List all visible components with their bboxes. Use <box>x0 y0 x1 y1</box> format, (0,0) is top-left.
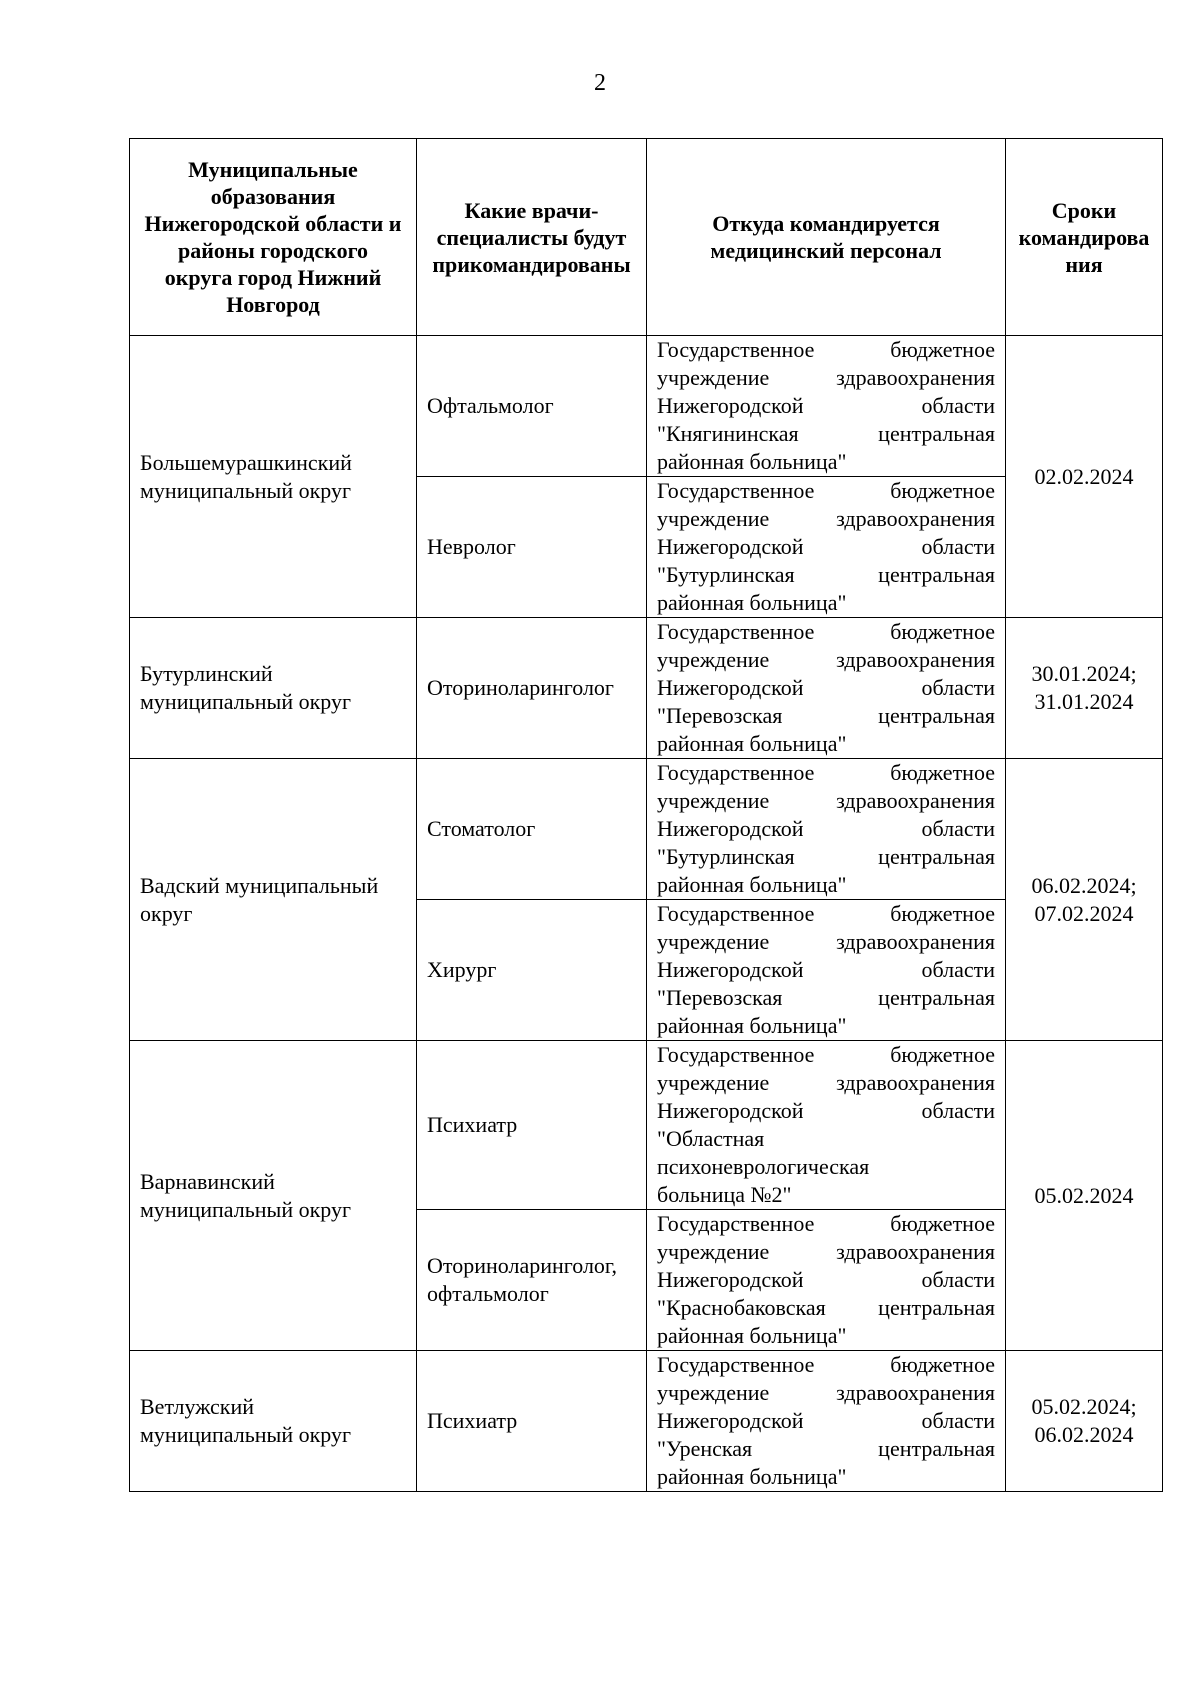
origin-line: "Краснобаковская центральная <box>657 1295 995 1320</box>
origin-line: психоневрологическая <box>657 1154 870 1179</box>
origin-line: Нижегородской области <box>657 675 995 700</box>
origin-line: учреждение здравоохранения <box>657 929 995 954</box>
origin-line: Нижегородской области <box>657 957 995 982</box>
header-specialists: Какие врачи-специалисты будут прикомандированы <box>417 139 647 336</box>
origin-line: "Областная <box>657 1126 765 1151</box>
origin-line: районная больница" <box>657 872 847 897</box>
origin-line: учреждение здравоохранения <box>657 1380 995 1405</box>
assignment-table <box>129 138 1163 1492</box>
table-row <box>130 759 1163 900</box>
origin-line: учреждение здравоохранения <box>657 365 995 390</box>
origin-line: районная больница" <box>657 590 847 615</box>
table-body <box>130 336 1163 1492</box>
page-number: 2 <box>594 70 606 96</box>
origin-line: районная больница" <box>657 1013 847 1038</box>
specialist-cell: Офтальмолог <box>417 336 647 477</box>
table-header-row <box>130 139 1163 336</box>
table-row <box>130 336 1163 477</box>
origin-line: Нижегородской области <box>657 534 995 559</box>
origin-line: районная больница" <box>657 731 847 756</box>
origin-line: районная больница" <box>657 1464 847 1489</box>
origin-line: учреждение здравоохранения <box>657 1070 995 1095</box>
origin-cell <box>647 1351 1006 1492</box>
origin-cell <box>647 759 1006 900</box>
origin-line: "Перевозская центральная <box>657 703 995 728</box>
municipality-cell: Варнавинский муниципальный округ <box>130 1041 417 1351</box>
specialist-cell: Психиатр <box>417 1041 647 1210</box>
origin-cell <box>647 1041 1006 1210</box>
origin-line: районная больница" <box>657 449 847 474</box>
origin-cell <box>647 900 1006 1041</box>
origin-line: "Бутурлинская центральная <box>657 844 995 869</box>
origin-line: Нижегородской области <box>657 1098 995 1123</box>
dates-cell: 30.01.2024; 31.01.2024 <box>1006 618 1163 759</box>
municipality-cell: Вадский муниципальный округ <box>130 759 417 1041</box>
specialist-cell: Психиатр <box>417 1351 647 1492</box>
origin-line: Нижегородской области <box>657 816 995 841</box>
origin-line: Государственное бюджетное <box>657 1042 995 1067</box>
dates-cell: 05.02.2024 <box>1006 1041 1163 1351</box>
origin-line: районная больница" <box>657 1323 847 1348</box>
dates-cell: 02.02.2024 <box>1006 336 1163 618</box>
origin-line: Государственное бюджетное <box>657 1211 995 1236</box>
municipality-cell: Ветлужский муниципальный округ <box>130 1351 417 1492</box>
origin-line: учреждение здравоохранения <box>657 647 995 672</box>
origin-line: Нижегородской области <box>657 1408 995 1433</box>
header-origin: Откуда командируется медицинский персонал <box>647 139 1006 336</box>
specialist-cell: Оториноларинголог, офтальмолог <box>417 1210 647 1351</box>
table-row <box>130 1041 1163 1210</box>
origin-line: Нижегородской области <box>657 393 995 418</box>
origin-line: Государственное бюджетное <box>657 619 995 644</box>
municipality-cell: Бутурлинский муниципальный округ <box>130 618 417 759</box>
origin-line: Государственное бюджетное <box>657 1352 995 1377</box>
origin-line: "Бутурлинская центральная <box>657 562 995 587</box>
origin-line: "Княгининская центральная <box>657 421 995 446</box>
origin-line: учреждение здравоохранения <box>657 506 995 531</box>
origin-line: учреждение здравоохранения <box>657 788 995 813</box>
dates-cell: 06.02.2024; 07.02.2024 <box>1006 759 1163 1041</box>
specialist-cell: Стоматолог <box>417 759 647 900</box>
origin-line: Государственное бюджетное <box>657 760 995 785</box>
origin-line: "Уренская центральная <box>657 1436 995 1461</box>
origin-line: Государственное бюджетное <box>657 901 995 926</box>
specialist-cell: Оториноларинголог <box>417 618 647 759</box>
header-municipality: Муниципальные образования Нижегородской области и районы городского округа город Нижний Новгород <box>130 139 417 336</box>
origin-line: Государственное бюджетное <box>657 337 995 362</box>
table-row <box>130 1351 1163 1492</box>
origin-cell <box>647 477 1006 618</box>
origin-cell <box>647 336 1006 477</box>
origin-cell <box>647 618 1006 759</box>
header-dates: Сроки командирова ния <box>1006 139 1163 336</box>
municipality-cell: Большемурашкинский муниципальный округ <box>130 336 417 618</box>
origin-line: больница №2" <box>657 1182 792 1207</box>
specialist-cell: Невролог <box>417 477 647 618</box>
specialist-cell: Хирург <box>417 900 647 1041</box>
origin-line: Государственное бюджетное <box>657 478 995 503</box>
origin-line: учреждение здравоохранения <box>657 1239 995 1264</box>
origin-line: "Перевозская центральная <box>657 985 995 1010</box>
table-row <box>130 618 1163 759</box>
origin-cell <box>647 1210 1006 1351</box>
origin-line: Нижегородской области <box>657 1267 995 1292</box>
dates-cell: 05.02.2024; 06.02.2024 <box>1006 1351 1163 1492</box>
